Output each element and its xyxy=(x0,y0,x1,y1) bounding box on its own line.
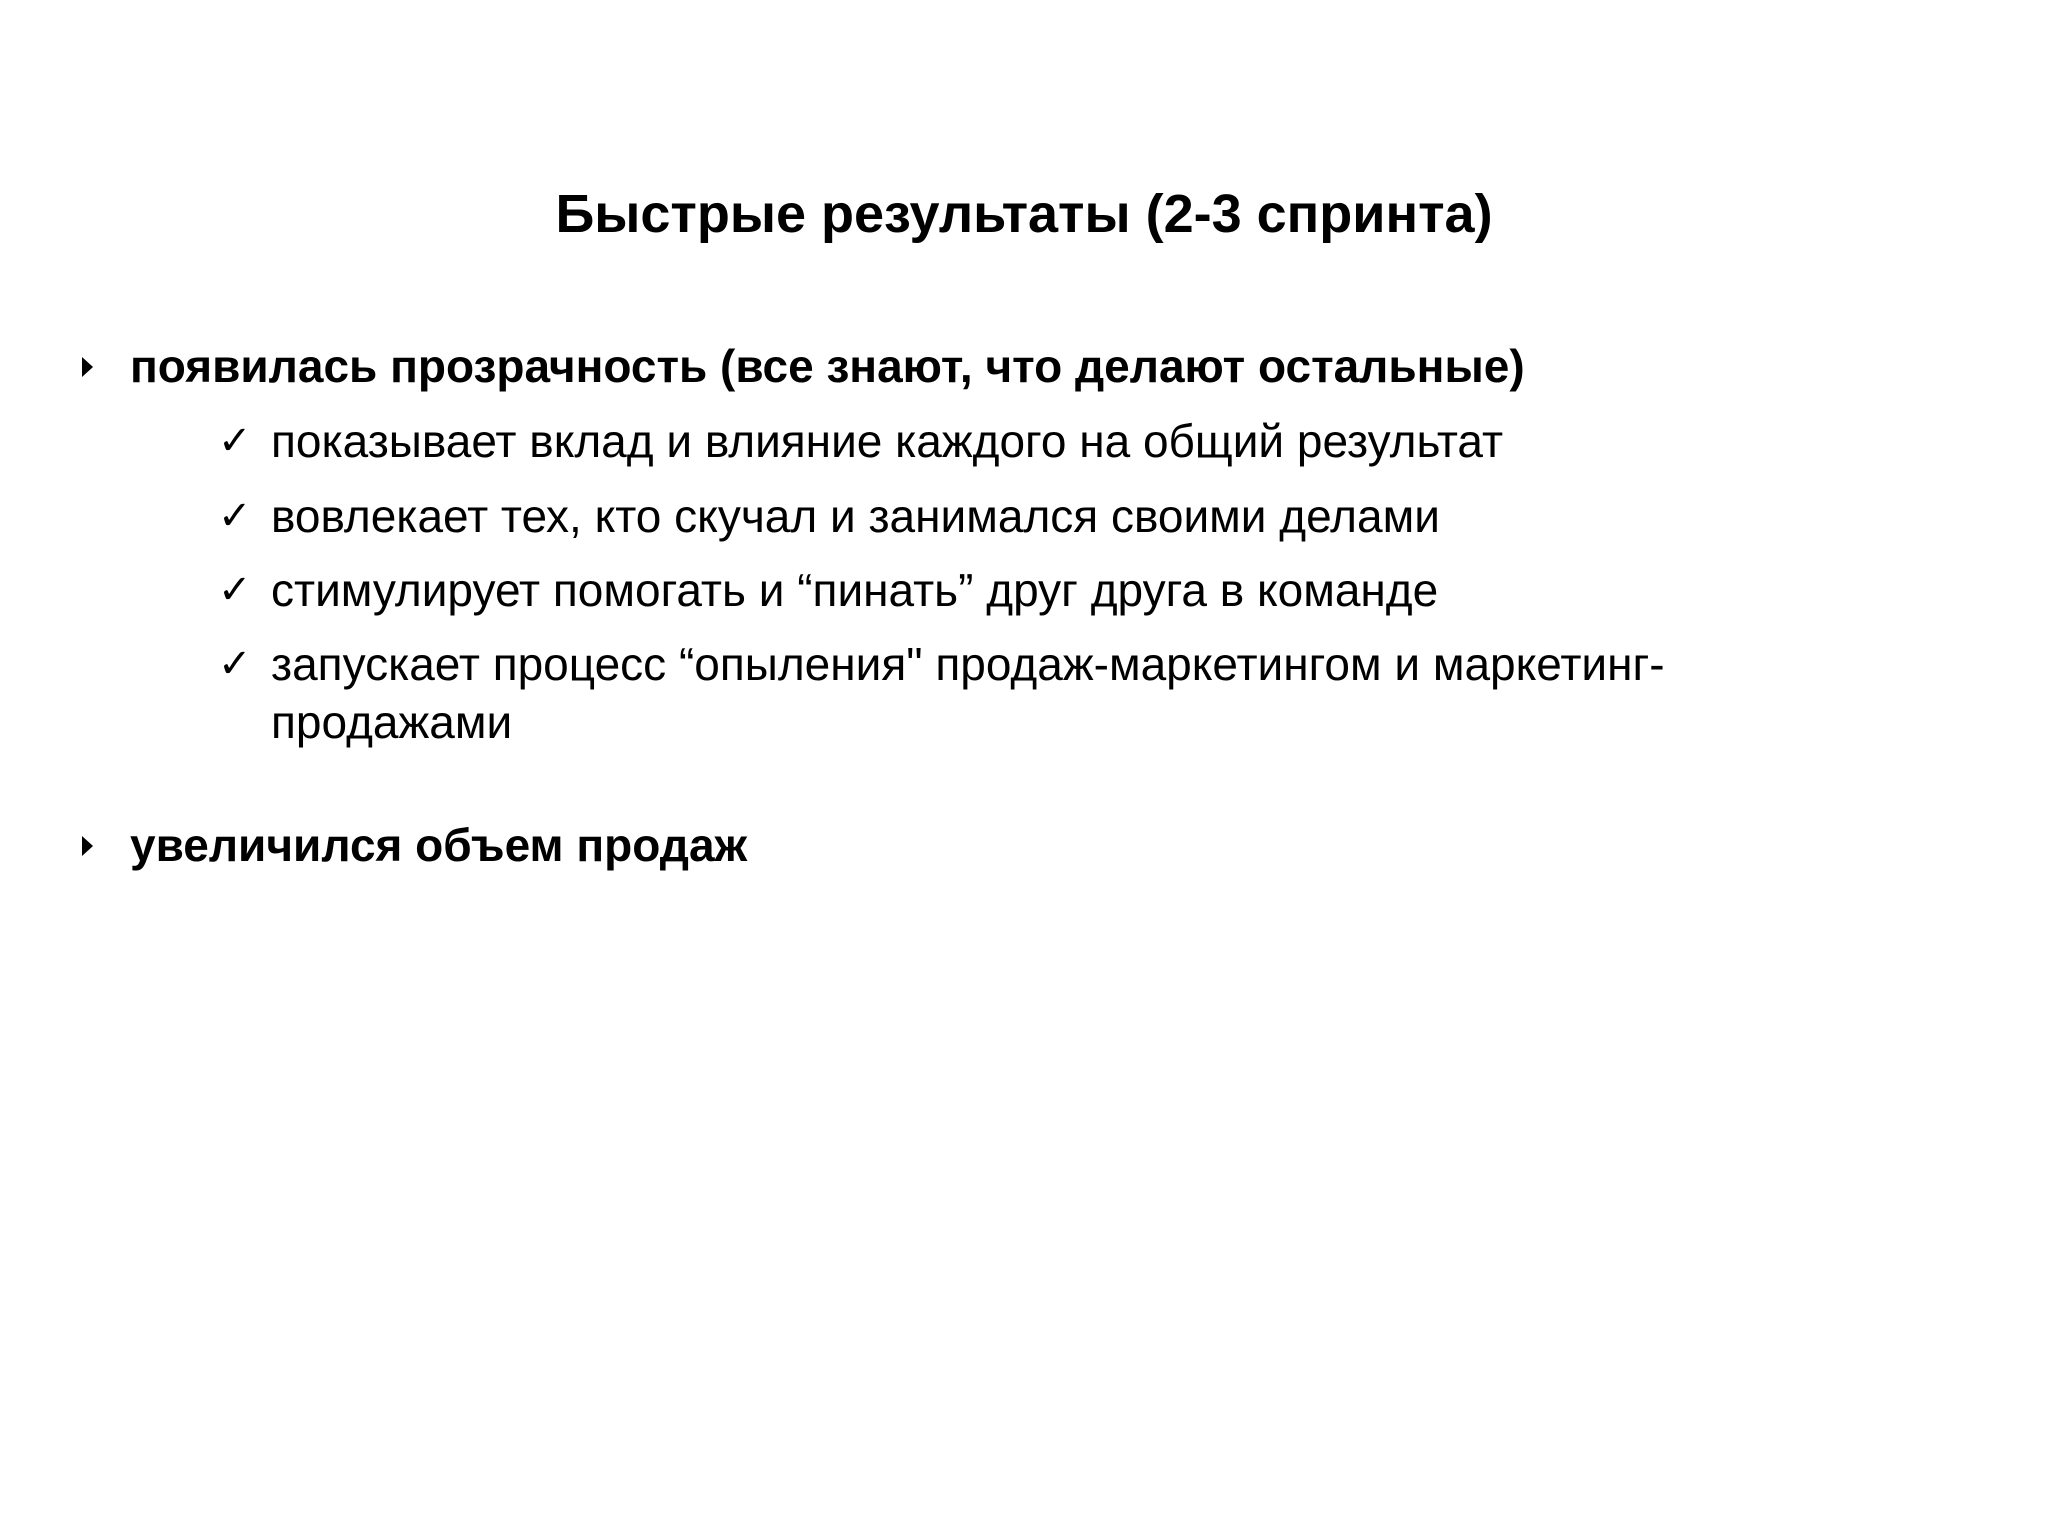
triangle-right-icon xyxy=(82,357,93,377)
checkmark-icon: ✓ xyxy=(218,418,252,464)
check-item-text: стимулирует помогать и “пинать” друг друга в команде xyxy=(271,564,1439,616)
checkmark-icon: ✓ xyxy=(218,567,252,613)
checkmark-icon: ✓ xyxy=(218,641,252,687)
bullet-text: появилась прозрачность (все знают, что делают остальные) xyxy=(130,340,1525,392)
triangle-right-icon xyxy=(82,836,93,856)
checkmark-icon: ✓ xyxy=(218,493,252,539)
check-item-text: вовлекает тех, кто скучал и занимался своими делами xyxy=(271,490,1440,542)
slide-title: Быстрые результаты (2-3 спринта) xyxy=(555,184,1493,244)
check-item-text: запускает процесс “опыления" продаж-маркетингом и маркетинг- продажами xyxy=(271,638,1665,748)
check-item-text: показывает вклад и влияние каждого на общий результат xyxy=(271,415,1504,467)
bullet-text: увеличился объем продаж xyxy=(130,819,748,871)
